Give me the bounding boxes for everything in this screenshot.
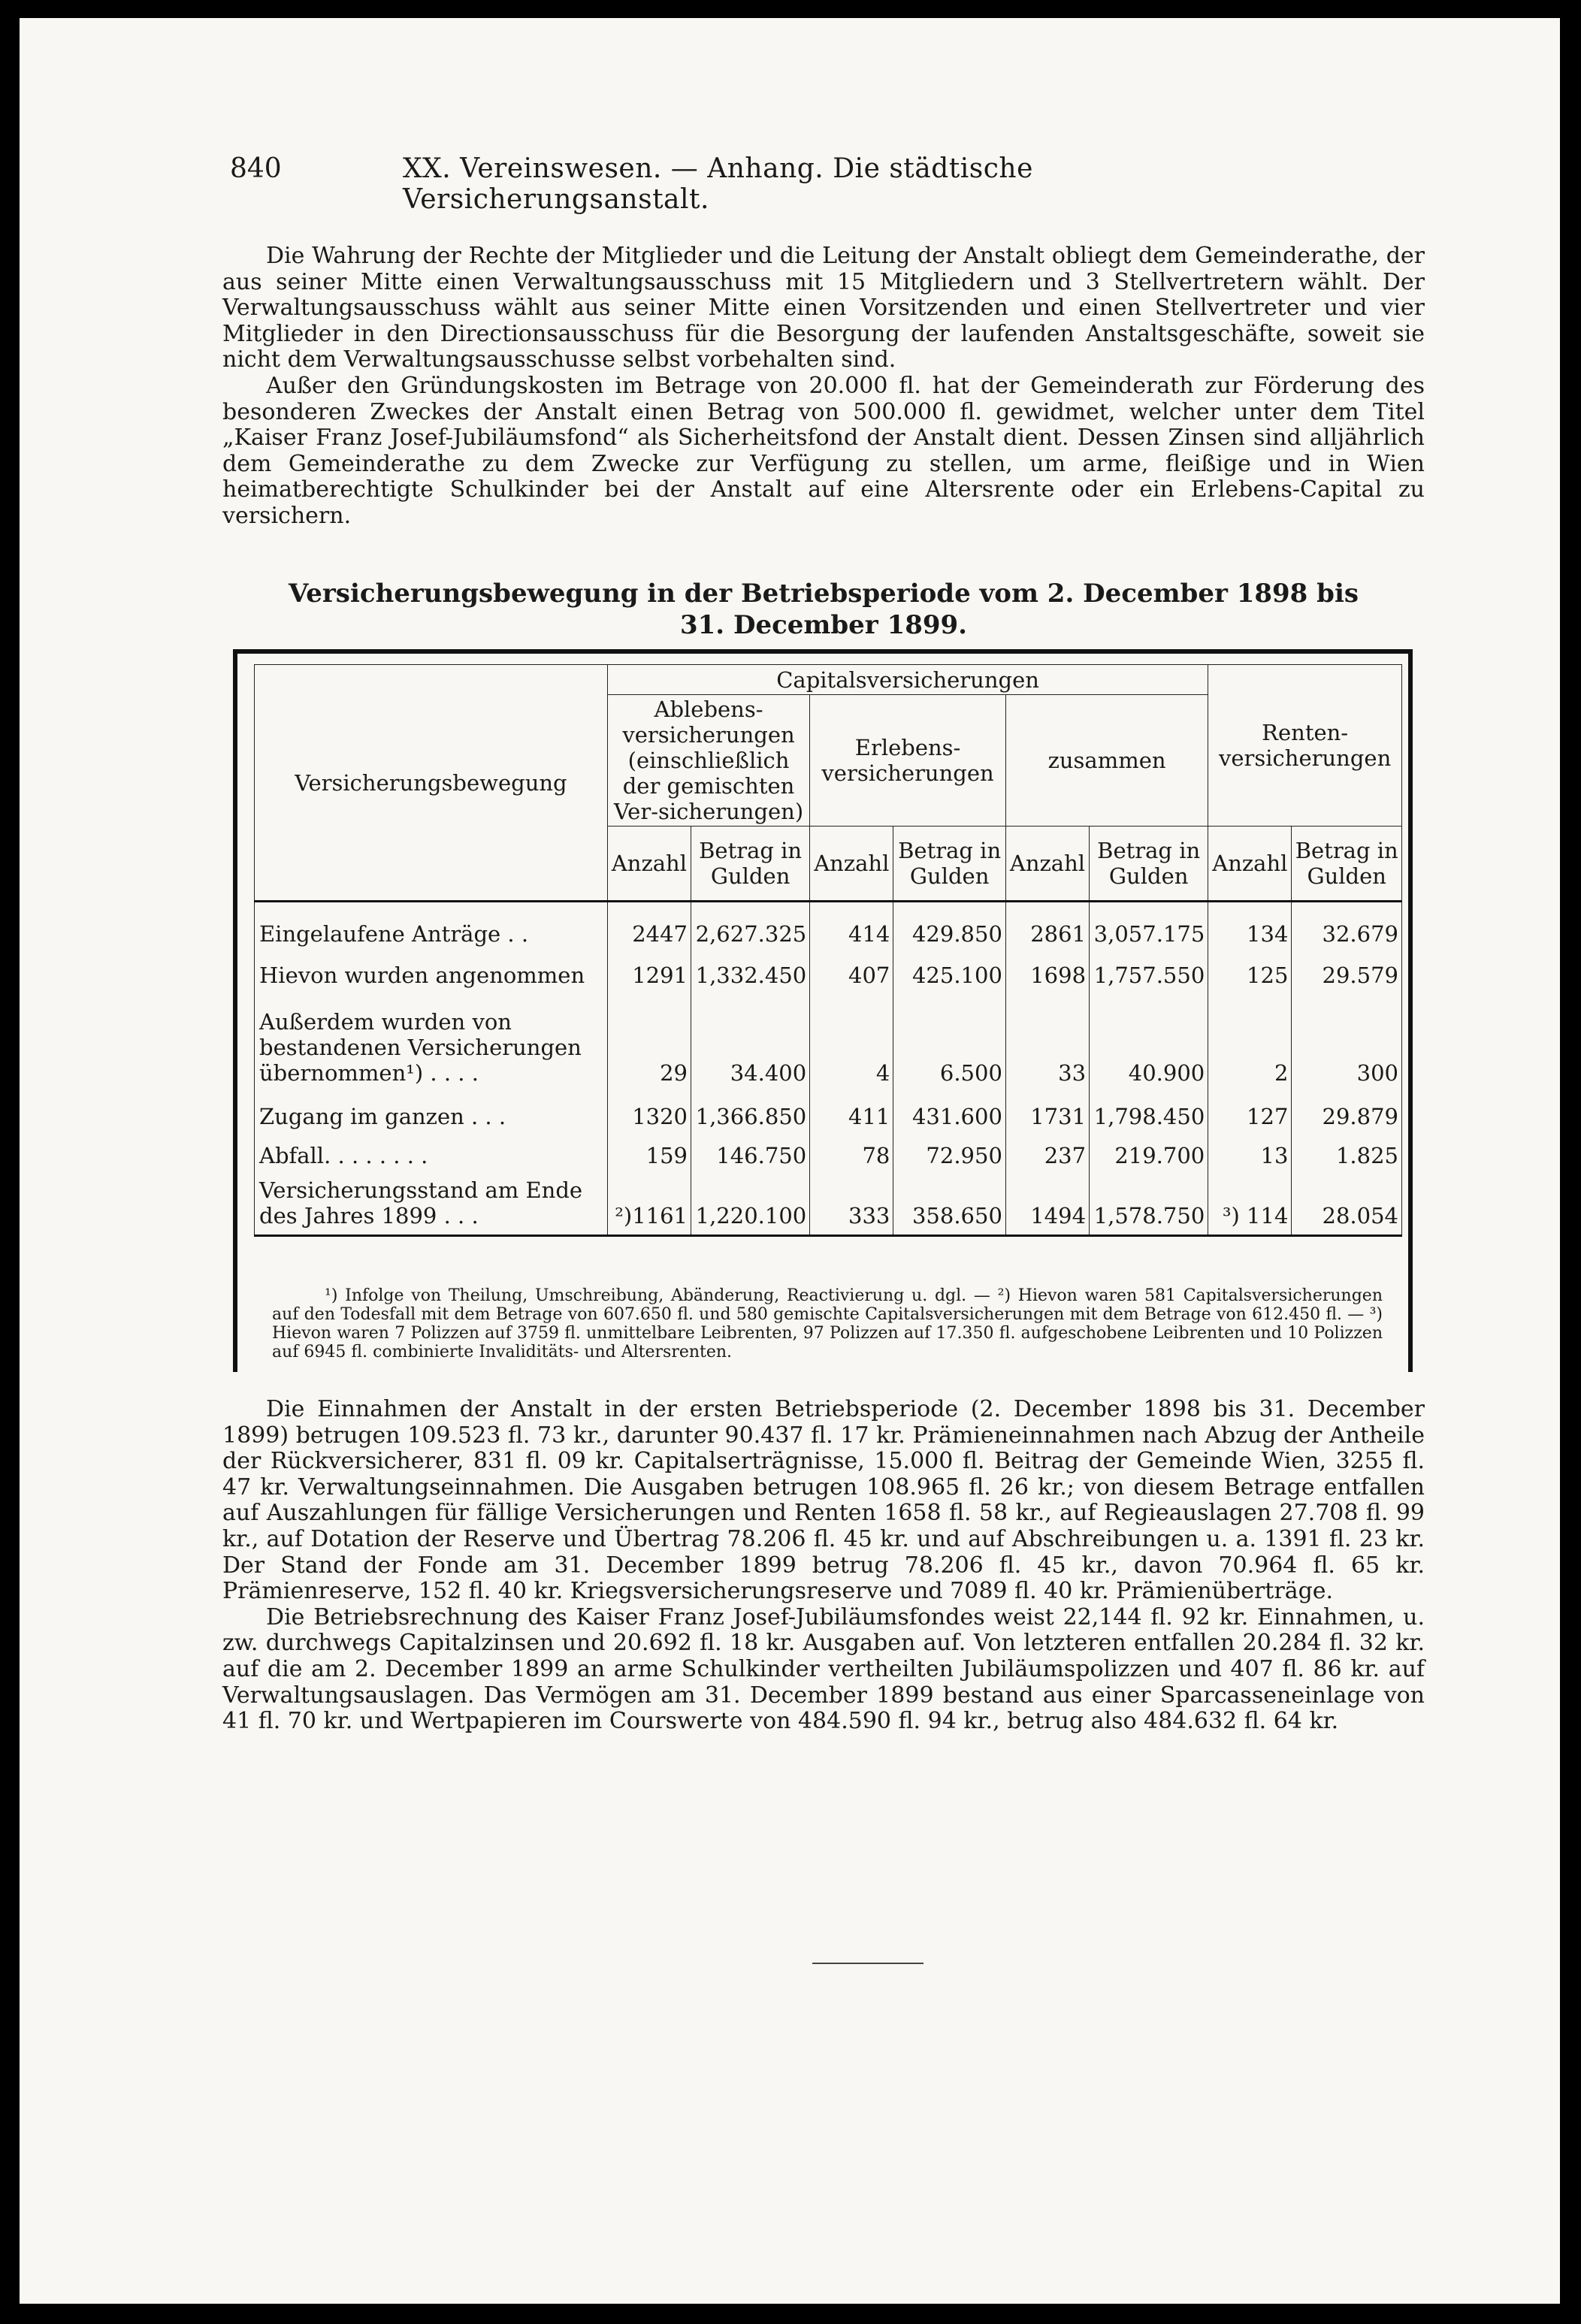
table-row — [255, 1086, 1402, 1129]
cell: 78 — [810, 1129, 893, 1168]
cell: 2 — [1208, 988, 1292, 1086]
betrag-header: Betrag in Gulden — [1292, 827, 1402, 902]
table-row — [255, 1168, 1402, 1236]
cell: 29.579 — [1292, 947, 1402, 988]
betrag-header: Betrag in Gulden — [893, 827, 1006, 902]
row-label: Zugang im ganzen . . . — [255, 1086, 608, 1129]
table-row — [255, 988, 1402, 1086]
end-rule — [812, 1963, 924, 1964]
ableben-header: Ablebens-versicherungen (einschließlich der gemischten Ver-sicherungen) — [607, 695, 809, 827]
cell: 333 — [810, 1168, 893, 1236]
erleben-header: Erlebens-versicherungen — [810, 695, 1006, 827]
cell: 146.750 — [691, 1129, 810, 1168]
cell: 125 — [1208, 947, 1292, 988]
cell: 1,220.100 — [691, 1168, 810, 1236]
running-title: XX. Vereinswesen. — Anhang. Die städtische Versicherungsanstalt. — [403, 153, 1033, 215]
cell: 1698 — [1005, 947, 1089, 988]
row-label-header: Versicherungsbewegung — [255, 665, 608, 902]
cell: 34.400 — [691, 988, 810, 1086]
betrag-header: Betrag in Gulden — [1090, 827, 1208, 902]
cell: 159 — [607, 1129, 691, 1168]
cell: 237 — [1005, 1129, 1089, 1168]
cell: ³) 114 — [1208, 1168, 1292, 1236]
cell: 13 — [1208, 1129, 1292, 1168]
cell: 1,366.850 — [691, 1086, 810, 1129]
cell: 425.100 — [893, 947, 1006, 988]
intro-paragraph-2: Außer den Gründungskosten im Betrage von 20.000 fl. hat der Gemeinderath zur Förderung des besonderen Zweckes der Anstalt einen Betrag von 500.000 fl. gewidmet, welcher unter dem Titel „Kaiser Franz Josef-Jubiläumsfond“ als Sicherheitsfond der Anstalt dient. Dessen Zinsen sind alljährlich dem Gemeinderathe zu dem Zwecke zur Verfügung zu stellen, um arme, fleißige und in Wien heimatberechtigte Schulkinder bei der Anstalt auf eine Altersrente oder ein Erlebens-Capital zu versichern. — [222, 372, 1425, 529]
cell: 6.500 — [893, 988, 1006, 1086]
cell: 1,798.450 — [1090, 1086, 1208, 1129]
cell: 411 — [810, 1086, 893, 1129]
running-header — [230, 153, 1259, 215]
cell: 219.700 — [1090, 1129, 1208, 1168]
cell: 33 — [1005, 988, 1089, 1086]
cell: 2447 — [607, 902, 691, 947]
table-frame — [233, 649, 1413, 1372]
row-label: Hievon wurden angenommen — [255, 947, 608, 988]
table-title-line-2: 31. December 1899. — [679, 610, 968, 640]
row-label: Außerdem wurden von bestandenen Versicherungen übernommen¹) . . . . — [255, 988, 608, 1086]
capital-group-header: Capitalsversicherungen — [607, 665, 1208, 695]
cell: 414 — [810, 902, 893, 947]
cell: 28.054 — [1292, 1168, 1402, 1236]
cell: 300 — [1292, 988, 1402, 1086]
cell: 4 — [810, 988, 893, 1086]
zusammen-header: zusammen — [1005, 695, 1208, 827]
cell: 32.679 — [1292, 902, 1402, 947]
renten-header: Renten-versicherungen — [1208, 665, 1402, 827]
row-label: Versicherungsstand am Ende des Jahres 1899 . . . — [255, 1168, 608, 1236]
betrag-header: Betrag in Gulden — [691, 827, 810, 902]
row-label: Eingelaufene Anträge . . — [255, 902, 608, 947]
cell: ²)1161 — [607, 1168, 691, 1236]
insurance-movement-table — [254, 664, 1402, 1237]
cell: 3,057.175 — [1090, 902, 1208, 947]
cell: 1.825 — [1292, 1129, 1402, 1168]
cell: 1494 — [1005, 1168, 1089, 1236]
anzahl-header: Anzahl — [810, 827, 893, 902]
cell: 127 — [1208, 1086, 1292, 1129]
table-title — [222, 578, 1425, 641]
page-number: 840 — [230, 153, 282, 184]
anzahl-header: Anzahl — [1005, 827, 1089, 902]
closing-paragraph-2: Die Betriebsrechnung des Kaiser Franz Josef-Jubiläumsfondes weist 22,144 fl. 92 kr. Einnahmen, u. zw. durchwegs Capitalzinsen und 20.692 fl. 18 kr. Ausgaben auf. Von letzteren entfallen 20.284 fl. 32 kr. auf die am 2. December 1899 an arme Schulkinder vertheilten Jubiläumspolizzen und 407 fl. 86 kr. auf Verwaltungsauslagen. Das Vermögen am 31. December 1899 bestand aus einer Sparcasseneinlage von 41 fl. 70 kr. und Wertpapieren im Courswerte von 484.590 fl. 94 kr., betrug also 484.632 fl. 64 kr. — [222, 1603, 1425, 1735]
cell: 431.600 — [893, 1086, 1006, 1129]
page — [20, 18, 1560, 2304]
cell: 1,757.550 — [1090, 947, 1208, 988]
cell: 1291 — [607, 947, 691, 988]
cell: 2861 — [1005, 902, 1089, 947]
cell: 407 — [810, 947, 893, 988]
cell: 429.850 — [893, 902, 1006, 947]
cell: 40.900 — [1090, 988, 1208, 1086]
table-row — [255, 1129, 1402, 1168]
cell: 29.879 — [1292, 1086, 1402, 1129]
cell: 358.650 — [893, 1168, 1006, 1236]
table-title-line-1: Versicherungsbewegung in der Betriebsperiode vom 2. December 1898 bis — [289, 579, 1359, 609]
cell: 1,332.450 — [691, 947, 810, 988]
closing-paragraph-1: Die Einnahmen der Anstalt in der ersten Betriebsperiode (2. December 1898 bis 31. December 1899) betrugen 109.523 fl. 73 kr., darunter 90.437 fl. 17 kr. Prämieneinnahmen nach Abzug der Antheile der Rückversicherer, 831 fl. 09 kr. Capitalserträgnisse, 15.000 fl. Beitrag der Gemeinde Wien, 3255 fl. 47 kr. Verwaltungseinnahmen. Die Ausgaben betrugen 108.965 fl. 26 kr.; von diesem Betrage entfallen auf Auszahlungen für fällige Versicherungen und Renten 1658 fl. 58 kr., auf Regieauslagen 27.708 fl. 99 kr., auf Dotation der Reserve und Übertrag 78.206 fl. 45 kr. und auf Abschreibungen u. a. 1391 fl. 23 kr. Der Stand der Fonde am 31. December 1899 betrug 78.206 fl. 45 kr., davon 70.964 fl. 65 kr. Prämienreserve, 152 fl. 40 kr. Kriegsversicherungsreserve und 7089 fl. 40 kr. Prämienüberträge. — [222, 1396, 1425, 1605]
intro-text — [222, 243, 1425, 530]
cell: 1,578.750 — [1090, 1168, 1208, 1236]
cell: 1320 — [607, 1086, 691, 1129]
cell: 1731 — [1005, 1086, 1089, 1129]
cell: 2,627.325 — [691, 902, 810, 947]
anzahl-header: Anzahl — [1208, 827, 1292, 902]
intro-paragraph-1: Die Wahrung der Rechte der Mitglieder und die Leitung der Anstalt obliegt dem Gemeinderathe, der aus seiner Mitte einen Verwaltungsausschuss mit 15 Mitgliedern und 3 Stellvertretern wählt. Der Verwaltungsausschuss wählt aus seiner Mitte einen Vorsitzenden und einen Stellvertreter und vier Mitglieder in den Directionsausschuss für die Besorgung der laufenden Anstaltsgeschäfte, soweit sie nicht dem Verwaltungsausschusse selbst vorbehalten sind. — [222, 243, 1425, 373]
cell: 29 — [607, 988, 691, 1086]
table-row — [255, 947, 1402, 988]
table-footnotes: ¹) Infolge von Theilung, Umschreibung, Abänderung, Reactivierung u. dgl. — ²) Hievon waren 581 Capitalsversicherungen auf den Todesfall mit dem Betrage von 607.650 fl. und 580 gemischte Capitalsversicherungen mit dem Betrage von 612.450 fl. — ³) Hievon waren 7 Polizzen auf 3759 fl. unmittelbare Leibrenten, 97 Polizzen auf 17.350 fl. aufgeschobene Leibrenten und 10 Polizzen auf 6945 fl. combinierte Invaliditäts- und Altersrenten. — [272, 1286, 1383, 1361]
table-row — [255, 902, 1402, 947]
row-label: Abfall. . . . . . . . — [255, 1129, 608, 1168]
closing-text — [222, 1397, 1425, 1735]
cell: 72.950 — [893, 1129, 1006, 1168]
cell: 134 — [1208, 902, 1292, 947]
anzahl-header: Anzahl — [607, 827, 691, 902]
